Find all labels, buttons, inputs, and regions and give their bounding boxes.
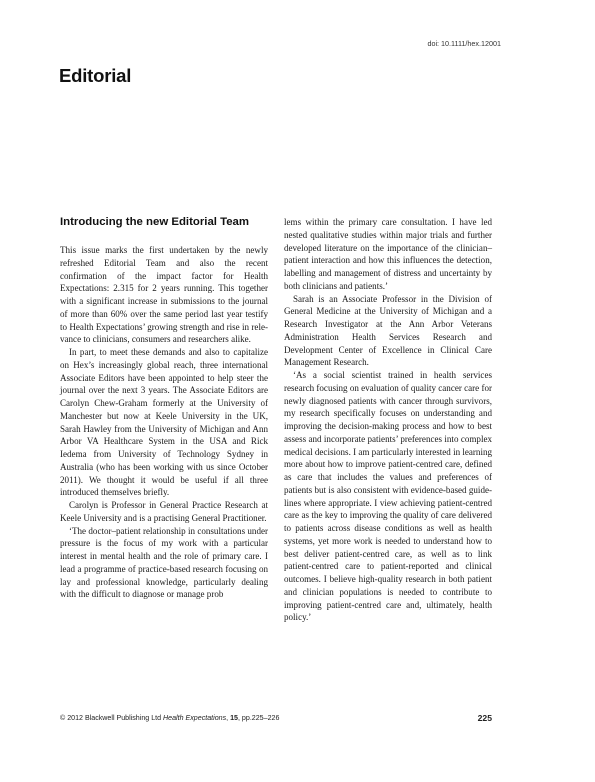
section-title: Introducing the new Editorial Team bbox=[60, 216, 250, 228]
paragraph: ‘As a social scientist trained in health services research focusing on evaluation of quality cancer care for newly diagnosed patients with cancer through survivors, my research specifically focuses on understanding and improving the decision-making process and how to best assess and incorporate patients’ preferences into complex medical decisions. I am particularly interested in learning more about how to improve patient-centred care, defined as care that includes the values and preferences of patients but is also consistent with evidence-based guidelines where appropriate. I view achieving patient-centred care as the key to improving the quality of care delivered to patients across disease conditions as well as health systems, yet more work is needed to understand how to best deliver patient-centred care, as well as to link patient-centred care to patient-reported and clinical outcomes. I believe high-quality research in both patient and clinician populations is needed to contribute to improving patient-centred care and, ultimately, health policy.’ bbox=[284, 370, 493, 623]
page-number: 225 bbox=[477, 713, 492, 723]
paragraph: Carolyn is Professor in General Practice Research at Keele University and is a practising General Practitioner. bbox=[60, 500, 268, 523]
footer-copyright: © 2012 Blackwell Publishing Ltd bbox=[60, 714, 162, 722]
left-column bbox=[60, 215, 268, 601]
footer-pages: , pp.225–226 bbox=[237, 714, 280, 722]
paragraph: ‘The doctor–patient relationship in consultations under pressure is the focus of my work with a particular interest in mental health and the role of primary care. I lead a programme of practice-based research focusing on lay and professional knowledge, particularly dealing with the difficult to diagnose or manage prob bbox=[60, 525, 268, 600]
footer-citation: © 2012 Blackwell Publishing Ltd Health Expectations, 15, pp.225–226 bbox=[60, 714, 280, 722]
doi-label: doi: 10.1111/hex.12001 bbox=[427, 39, 501, 48]
footer-journal: Health Expectations bbox=[163, 714, 227, 722]
page-title: Editorial bbox=[59, 65, 132, 86]
paragraph: Sarah is an Associate Professor in the Division of General Medicine at the University of Michigan and a Research Investigator at the Ann Arbor Veterans Administration Health Services Research and Development Center of Excellence in Clinical Care Management Research. bbox=[284, 293, 492, 368]
paragraph: In part, to meet these demands and also to capitalize on Hex’s increasingly global reach, three international Associate Editors have been appointed to help steer the journal over the next 3 years. The Associate Editors are Carolyn Chew-Graham formerly at the University of Manchester but now at Keele University in the UK, Sarah Hawley from the University of Michigan and Ann Arbor VA Healthcare System in the USA and Rick Iedema from University of Technology Sydney in Australia (who has been working with us since October 2011). We thought it would be useful if all three introduced themselves briefly. bbox=[60, 347, 268, 498]
right-column bbox=[284, 215, 492, 624]
footer-volume: 15 bbox=[230, 714, 238, 722]
paragraph: This issue marks the first undertaken by the newly refreshed Editorial Team and also the recent confirmation of the impact factor for Health Expectations: 2.315 for 2 years running. This together with a significant increase in submissions to the journal of more than 60% over the same period last year testify to Health Expectations’ growing strength and rise in relevance to clinicians, consumers and researchers alike. bbox=[60, 245, 268, 345]
paragraph: lems within the primary care consultation. I have led nested qualitative studies within major trials and further developed literature on the importance of the clinician–patient interaction and how this influences the detection, labelling and management of distress and uncertainty by both clinicians and patients.’ bbox=[284, 217, 492, 291]
